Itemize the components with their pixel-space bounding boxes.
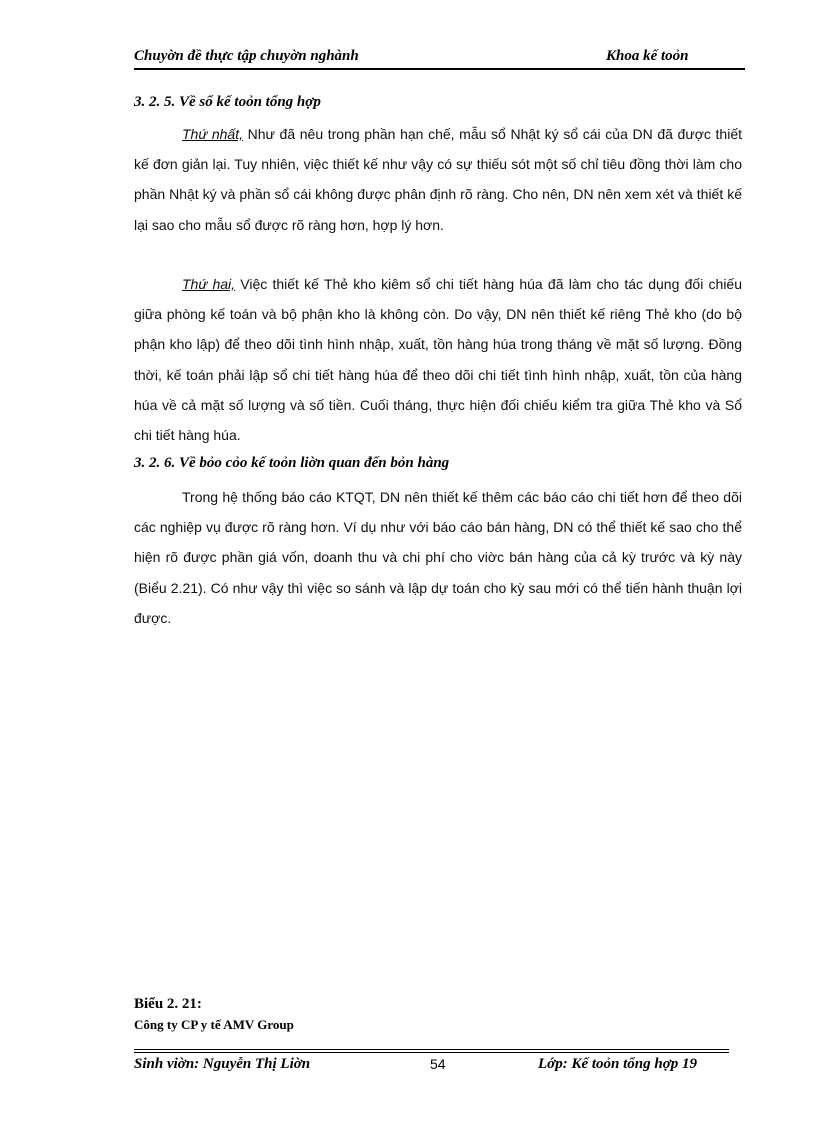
paragraph-first bbox=[134, 119, 742, 240]
paragraph-second bbox=[134, 269, 742, 450]
footer-student: Sinh viờn: Nguyễn Thị Liờn bbox=[134, 1056, 311, 1072]
paragraph-reports bbox=[134, 482, 742, 633]
page-footer bbox=[134, 1056, 734, 1078]
header-divider bbox=[134, 68, 745, 70]
footer-divider-top bbox=[134, 1049, 729, 1050]
section-heading-ledger: 3. 2. 5. Về sổ kế toỏn tổng hợp bbox=[134, 94, 321, 110]
paragraph-second-lead: Thứ hai, bbox=[182, 276, 236, 292]
page-header bbox=[134, 44, 744, 66]
paragraph-second-text: Việc thiết kế Thẻ kho kiêm sổ chi tiết hàng húa đã làm cho tác dụng đối chiếu giữa phòng kế toán và bộ phận kho là không còn. Do vậy, DN nên thiết kế riêng Thẻ kho (do bộ phận kho lập) để theo dõi tình hình nhập, xuất, tồn hàng húa trong tháng về mặt số lượng. Đồng thời, kế toán phải lập sổ chi tiết hàng húa để theo dõi chi tiết tình hình nhập, xuất, tồn của hàng húa về cả mặt số lượng và số tiền. Cuối tháng, thực hiện đối chiếu kiểm tra giữa Thẻ kho và Sổ chi tiết hàng húa. bbox=[134, 276, 742, 444]
page-number: 54 bbox=[430, 1056, 446, 1072]
section-heading-reports: 3. 2. 6. Về bỏo cỏo kế toỏn liờn quan đến bỏn hàng bbox=[134, 455, 450, 471]
header-title: Chuyờn đề thực tập chuyờn nghành bbox=[134, 48, 359, 64]
footer-divider-bottom bbox=[134, 1052, 729, 1053]
paragraph-first-lead: Thứ nhất, bbox=[182, 126, 243, 142]
paragraph-first-text: Như đã nêu trong phần hạn chế, mẫu sổ Nhật ký sổ cái của DN đã được thiết kế đơn giản lại. Tuy nhiên, việc thiết kế như vậy có sự thiếu sót một số chỉ tiêu đồng thời làm cho phần Nhật ký và phần sổ cái không được phân định rõ ràng. Cho nên, DN nên xem xét và thiết kế lại sao cho mẫu sổ được rõ ràng hơn, hợp lý hơn. bbox=[134, 126, 742, 233]
figure-label: Biểu 2. 21: bbox=[134, 996, 202, 1012]
footer-class: Lớp: Kế toỏn tổng hợp 19 bbox=[538, 1056, 698, 1072]
header-department: Khoa kế toỏn bbox=[606, 48, 689, 64]
paragraph-reports-text: Trong hệ thống báo cáo KTQT, DN nên thiết kế thêm các báo cáo chi tiết hơn để theo dõi các nghiệp vụ được rõ ràng hơn. Ví dụ như với báo cáo bán hàng, DN có thể thiết kế sao cho thể hiện rõ được phần giá vốn, doanh thu và chi phí cho viờc bán hàng của cả kỳ trước và kỳ này (Biểu 2.21). Có như vậy thì việc so sánh và lập dự toán cho kỳ sau mới có thể tiến hành thuận lợi được. bbox=[134, 489, 742, 626]
company-name: Công ty CP y tế AMV Group bbox=[134, 1017, 294, 1032]
